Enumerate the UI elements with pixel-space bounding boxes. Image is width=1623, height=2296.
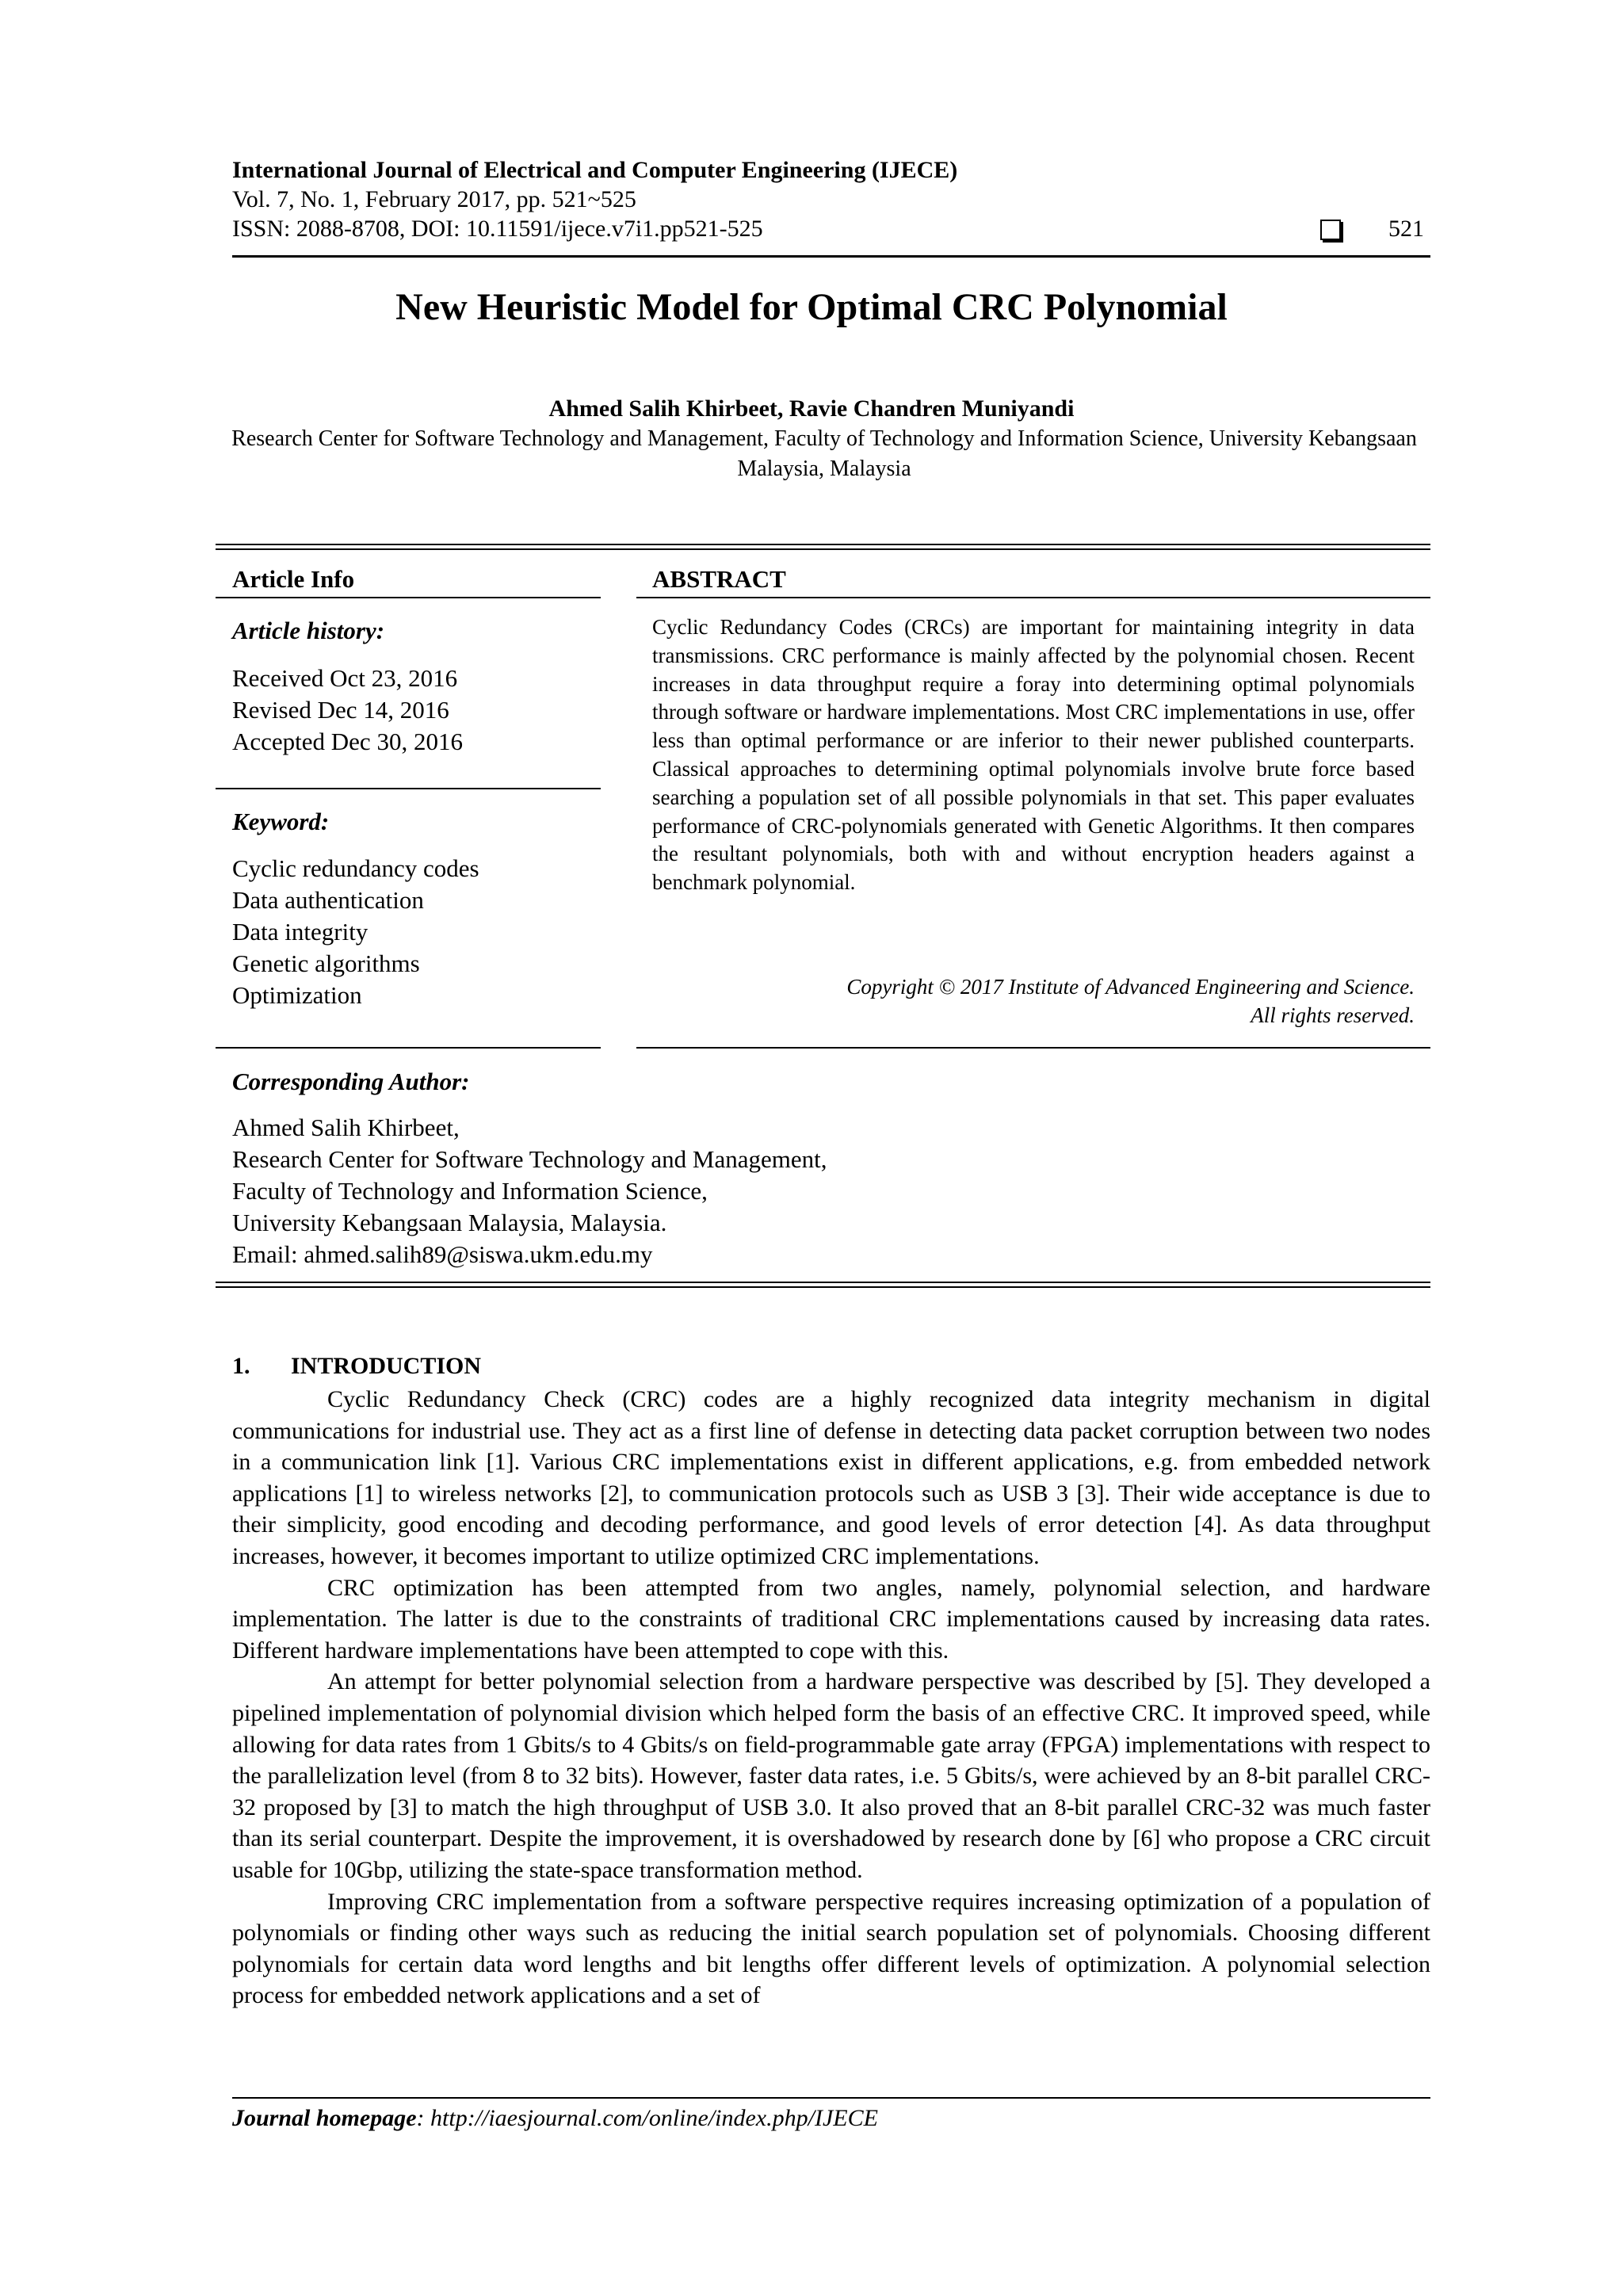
keyword-item: Cyclic redundancy codes [232, 854, 479, 882]
authors: Ahmed Salih Khirbeet, Ravie Chandren Muniyandi [548, 395, 1075, 422]
paragraph: Cyclic Redundancy Check (CRC) codes are a highly recognized data integrity mechanism in digital communications for industrial use. They act as a first line of defense in detecting data packet corruption between two nodes in a communication link [1]. Various CRC implementations exist in different applications, e.g. from embedded network applications [1] to wireless networks [2], to communication protocols such as USB 3 [3]. Their wide acceptance is due to their simplicity, good encoding and decoding performance, and good levels of error detection [4]. As data throughput increases, however, it becomes important to utilize optimized CRC implementations. [232, 1386, 1430, 1569]
paper-title: New Heuristic Model for Optimal CRC Polynomial [395, 286, 1228, 328]
issn-doi: ISSN: 2088-8708, DOI: 10.11591/ijece.v7i1.pp521-525 [232, 216, 763, 242]
article-info-heading: Article Info [232, 565, 355, 593]
corresponding-details [232, 1112, 827, 1270]
introduction-body [232, 1384, 1430, 2011]
history-revised: Revised Dec 14, 2016 [232, 696, 449, 724]
abstract-heading: ABSTRACT [652, 565, 786, 593]
corresponding-line: University Kebangsaan Malaysia, Malaysia. [232, 1209, 667, 1236]
corresponding-line: Ahmed Salih Khirbeet, [232, 1114, 460, 1141]
affiliation: Research Center for Software Technology and Management, Faculty of Technology and Information Science, University Kebangsaan Malaysia, Malaysia [231, 426, 1417, 481]
keyword-item: Data authentication [232, 886, 424, 914]
article-info-rule [216, 597, 601, 598]
article-info-bottom-rule [216, 1047, 601, 1049]
keyword-item: Data integrity [232, 918, 369, 946]
keyword-list [232, 853, 479, 1011]
page-number: 521 [1388, 216, 1424, 242]
abstract-bottom-rule [636, 1047, 1430, 1049]
corresponding-email: Email: ahmed.salih89@siswa.ukm.edu.my [232, 1240, 653, 1268]
history-received: Received Oct 23, 2016 [232, 664, 458, 692]
history-accepted: Accepted Dec 30, 2016 [232, 728, 463, 755]
keyword-item: Genetic algorithms [232, 949, 420, 977]
copyright [652, 972, 1415, 1030]
volume-info: Vol. 7, No. 1, February 2017, pp. 521~525 [232, 186, 636, 212]
footer-rule [232, 2097, 1430, 2099]
info-box-bottom-rule [216, 1282, 1430, 1283]
footer-label: Journal homepage [232, 2105, 417, 2131]
section-heading: INTRODUCTION [291, 1353, 482, 1379]
keyword-label: Keyword: [232, 808, 330, 835]
info-box-top-rule-2 [216, 548, 1430, 550]
paragraph: Improving CRC implementation from a software perspective requires increasing optimization of a population of polynomials or finding other ways such as reducing the initial search population set of polynomials. Choosing different polynomials for certain data word lengths and bit lengths offer different levels of optimization. A polynomial selection process for embedded network applications and a set of [232, 1888, 1430, 2009]
info-box-top-rule [216, 544, 1430, 545]
abstract-rule [636, 597, 1430, 598]
history-list [232, 663, 463, 758]
paragraph: An attempt for better polynomial selection from a hardware perspective was described by [5]. They developed a pipelined implementation of polynomial division which helped form the basis of an effective CRC. It improved speed, while allowing for data rates from 1 Gbits/s to 4 Gbits/s on field-programmable gate array (FPGA) implementations with respect to the parallelization level (from 8 to 32 bits). However, faster data rates, i.e. 5 Gbits/s, were achieved by an 8-bit parallel CRC-32 proposed by [3] to match the high throughput of USB 3.0. It also proved that an 8-bit parallel CRC-32 was much faster than its serial counterpart. Despite the improvement, it is overshadowed by research done by [6] who propose a CRC circuit usable for 10Gbp, utilizing the state-space transformation method. [232, 1668, 1430, 1883]
copyright-line: Copyright © 2017 Institute of Advanced Engineering and Science. [846, 975, 1415, 999]
section-number: 1. [232, 1353, 250, 1379]
footer [232, 2103, 878, 2134]
corresponding-label: Corresponding Author: [232, 1068, 470, 1095]
corresponding-line: Faculty of Technology and Information Science, [232, 1177, 708, 1205]
abstract-text: Cyclic Redundancy Codes (CRCs) are important for maintaining integrity in data transmissions. CRC performance is mainly affected by the polynomial chosen. Recent increases in data throughput require a foray into determining optimal polynomials through software or hardware implementations. Most CRC implementations in use, offer less than optimal performance or are inferior to their newer published counterparts. Classical approaches to determining optimal polynomials involve brute force based searching a population set of all possible polynomials in that set. This paper evaluates performance of CRC-polynomials generated with Genetic Algorithms. It then compares the resultant polynomials, both with and without encryption headers against a benchmark polynomial. [652, 615, 1415, 895]
keyword-rule [216, 788, 601, 789]
checkbox-square-icon [1320, 220, 1341, 240]
journal-name: International Journal of Electrical and Computer Engineering (IJECE) [232, 157, 958, 183]
header-rule [232, 255, 1430, 258]
paragraph: CRC optimization has been attempted from two angles, namely, polynomial selection, and hardware implementation. The latter is due to the constraints of traditional CRC implementations caused by increasing data rates. Different hardware implementations have been attempted to cope with this. [232, 1574, 1430, 1664]
corresponding-line: Research Center for Software Technology and Management, [232, 1145, 827, 1173]
info-box-bottom-rule-2 [216, 1286, 1430, 1288]
footer-url[interactable]: : http://iaesjournal.com/online/index.php/IJECE [416, 2105, 878, 2131]
copyright-line: All rights reserved. [1251, 1003, 1415, 1027]
keyword-item: Optimization [232, 981, 362, 1009]
history-label: Article history: [232, 617, 385, 644]
